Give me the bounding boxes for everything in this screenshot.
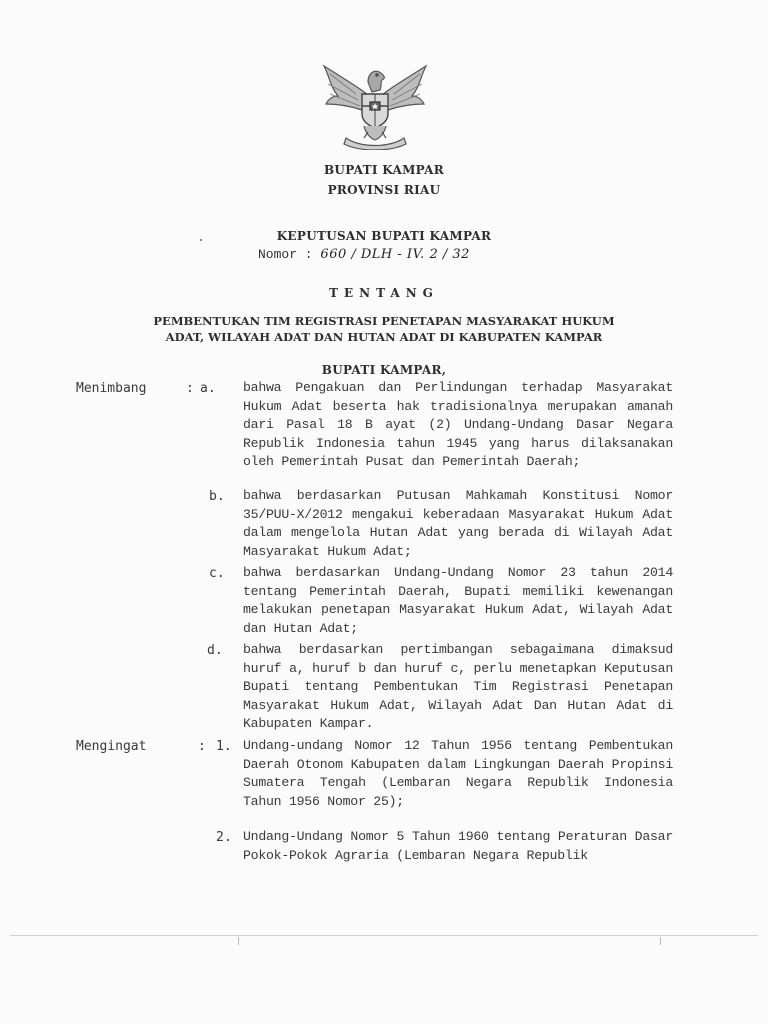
menimbang-item-d: bahwa berdasarkan pertimbangan sebagaimana dimaksud huruf a, huruf b dan huruf c, perlu menetapkan Keputusan Bupati tentang Pembentukan Tim Registrasi Penetapan Masyarakat Hukum Adat, Wilayah Adat Dan Hutan Adat di Kabupaten Kampar. [243, 642, 673, 732]
item-marker: a. [200, 381, 216, 396]
mengingat-item-2: Undang-Undang Nomor 5 Tahun 1960 tentang Peraturan Dasar Pokok-Pokok Agraria (Lembaran Negara Republik [243, 829, 673, 863]
item-marker: 2. [216, 830, 232, 845]
decree-number [258, 247, 470, 262]
issuer-heading: BUPATI KAMPAR, [321, 363, 447, 377]
nomor-label: Nomor : [258, 247, 313, 262]
menimbang-item-c: bahwa berdasarkan Undang-Undang Nomor 23 tahun 2014 tentang Pemerintah Daerah, Bupati memiliki kewenangan melakukan penetapan Masyarakat Hukum Adat, Wilayah Adat dan Hutan Adat; [243, 565, 673, 636]
subject-line-2: ADAT, WILAYAH ADAT DAN HUTAN ADAT DI KABUPATEN KAMPAR [165, 330, 603, 344]
subject-line-1: PEMBENTUKAN TIM REGISTRASI PENETAPAN MASYARAKAT HUKUM [153, 314, 615, 328]
mengingat-colon: : [198, 739, 206, 754]
item-marker: b. [209, 489, 225, 504]
page-bottom-rule [10, 935, 758, 936]
menimbang-item-b: bahwa berdasarkan Putusan Mahkamah Konstitusi Nomor 35/PUU-X/2012 mengakui keberadaan Masyarakat Hukum Adat dalam mengelola Hutan Adat yang berada di Wilayah Adat Masyarakat Hukum Adat; [243, 488, 673, 559]
item-marker: 1. [216, 739, 232, 754]
menimbang-label: Menimbang [76, 381, 147, 396]
menimbang-colon: : [186, 381, 194, 396]
nomor-value: 660 / DLH - IV. 2 / 32 [320, 247, 470, 262]
province-heading: PROVINSI RIAU [327, 183, 441, 197]
item-marker: d. [207, 643, 223, 658]
decree-subject [100, 313, 668, 345]
menimbang-item-a: bahwa Pengakuan dan Perlindungan terhadap Masyarakat Hukum Adat beserta hak tradisionalnya merupakan amanah dari Pasal 18 B ayat (2) Undang-Undang Dasar Negara Republik Indonesia tahun 1945 yang harus dilaksanakan oleh Pemerintah Pusat dan Pemerintah Daerah; [243, 380, 673, 470]
tentang-heading: TENTANG [329, 286, 439, 300]
regent-heading: BUPATI KAMPAR [323, 163, 444, 177]
mengingat-label: Mengingat [76, 739, 147, 754]
scan-mark [660, 937, 661, 945]
decree-title: KEPUTUSAN BUPATI KAMPAR [276, 229, 492, 243]
scan-mark [238, 937, 239, 945]
mengingat-item-1: Undang-undang Nomor 12 Tahun 1956 tentang Pembentukan Daerah Otonom Kabupaten dalam Lingkungan Daerah Propinsi Sumatera Tengah (Lembaran Negara Republik Indonesia Tahun 1956 Nomor 25); [243, 738, 673, 809]
item-marker: c. [209, 566, 225, 581]
garuda-emblem-icon [316, 58, 434, 150]
